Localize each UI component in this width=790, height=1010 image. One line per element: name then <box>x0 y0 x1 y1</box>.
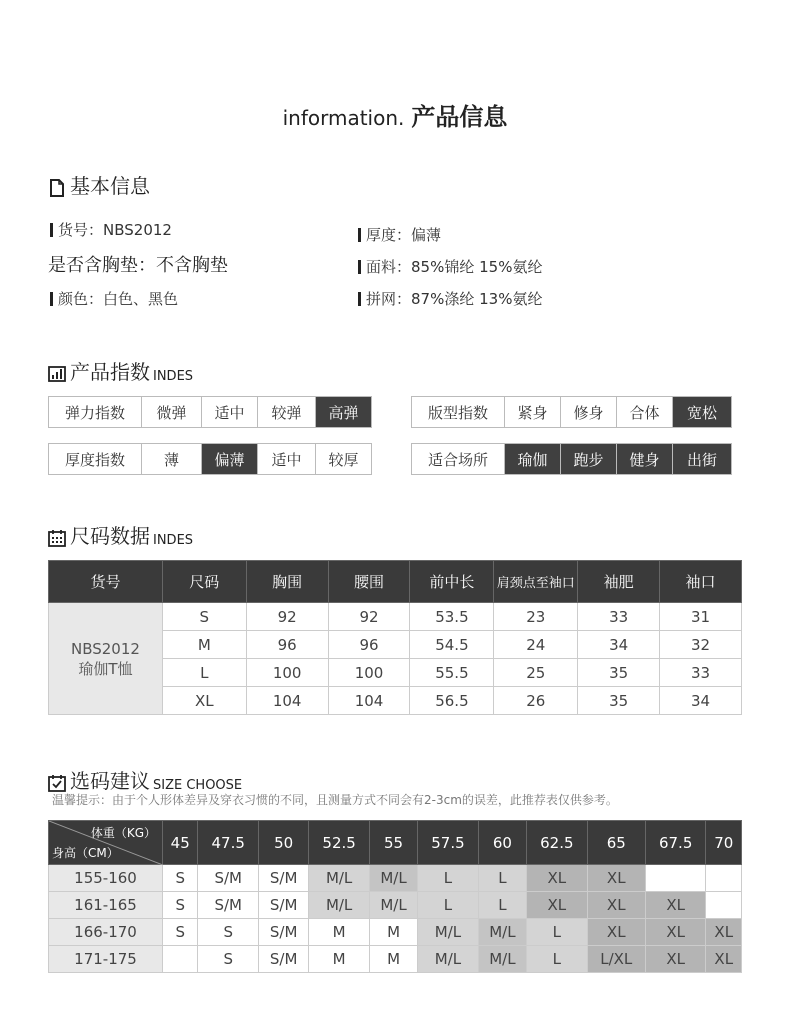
height-cell: 155-160 <box>49 865 163 892</box>
size-cell: S/M <box>259 892 309 919</box>
table-cell: 104 <box>328 687 410 715</box>
size-cell: XL <box>706 946 742 973</box>
column-header: 胸围 <box>246 561 328 603</box>
calendar-grid-icon <box>48 529 66 547</box>
index-option-selected: 高弹 <box>315 397 371 427</box>
size-cell: M/L <box>478 919 526 946</box>
page-title <box>0 97 790 132</box>
table-cell: 31 <box>660 603 742 631</box>
index-option: 薄 <box>141 444 201 474</box>
basic-info-heading <box>48 170 150 199</box>
index-option: 适中 <box>201 397 257 427</box>
size-cell: L <box>478 892 526 919</box>
size-cell: M/L <box>418 946 479 973</box>
size-cell: S <box>163 892 198 919</box>
weight-header: 57.5 <box>418 821 479 865</box>
info-fabric <box>358 256 542 277</box>
size-cell: M/L <box>309 865 370 892</box>
height-label: 身高（CM） <box>52 846 119 860</box>
height-cell: 166-170 <box>49 919 163 946</box>
product-cell <box>49 603 163 715</box>
chart-icon <box>48 365 66 383</box>
mesh-text: 拼网：87%涤纶 13%氨纶 <box>366 290 543 308</box>
table-cell: 26 <box>494 687 578 715</box>
size-cell: S <box>163 865 198 892</box>
column-header: 袖口 <box>660 561 742 603</box>
indices-heading <box>48 356 193 385</box>
index-option: 较厚 <box>315 444 371 474</box>
size-cell: M <box>309 919 370 946</box>
thickness-text: 厚度：偏薄 <box>366 226 442 244</box>
table-cell: 33 <box>660 659 742 687</box>
product-code: NBS2012 <box>70 639 140 658</box>
size-cell: M <box>309 946 370 973</box>
table-cell: 104 <box>246 687 328 715</box>
info-thickness <box>358 224 441 245</box>
weight-header: 60 <box>478 821 526 865</box>
size-cell: XL <box>527 865 588 892</box>
index-option-selected: 出街 <box>672 444 731 474</box>
index-row-fit <box>411 396 732 428</box>
column-header: 货号 <box>49 561 163 603</box>
column-header: 腰围 <box>328 561 410 603</box>
size-cell: M <box>369 919 417 946</box>
recommend-header <box>49 821 742 865</box>
table-cell: 25 <box>494 659 578 687</box>
index-option-selected: 宽松 <box>672 397 731 427</box>
table-cell: 96 <box>328 631 410 659</box>
size-cell: XL <box>645 919 706 946</box>
index-option-selected: 跑步 <box>560 444 616 474</box>
size-cell <box>706 865 742 892</box>
table-cell: 54.5 <box>410 631 494 659</box>
weight-header: 67.5 <box>645 821 706 865</box>
column-header: 尺码 <box>162 561 246 603</box>
size-cell: L <box>527 946 588 973</box>
pad-text: 是否含胸垫：不含胸垫 <box>48 255 228 276</box>
size-data-sub: INDES <box>153 533 194 548</box>
table-cell: 35 <box>578 659 660 687</box>
table-cell: 32 <box>660 631 742 659</box>
size-cell: XL <box>645 946 706 973</box>
table-cell: 23 <box>494 603 578 631</box>
size-cell: S/M <box>259 946 309 973</box>
weight-label: 体重（KG） <box>90 826 156 840</box>
table-cell: 92 <box>328 603 410 631</box>
weight-header: 45 <box>163 821 198 865</box>
index-label: 弹力指数 <box>64 403 125 422</box>
column-header: 前中长 <box>410 561 494 603</box>
recommend-heading <box>48 765 242 794</box>
table-cell: 100 <box>246 659 328 687</box>
size-cell: XL <box>527 892 588 919</box>
table-cell: 55.5 <box>410 659 494 687</box>
table-cell: 96 <box>246 631 328 659</box>
size-cell: L <box>478 865 526 892</box>
title-cn: 产品信息 <box>411 103 508 131</box>
height-cell: 161-165 <box>49 892 163 919</box>
table-cell: S <box>162 603 246 631</box>
size-cell <box>706 892 742 919</box>
size-cell: M/L <box>478 946 526 973</box>
table-row <box>49 603 742 631</box>
size-cell: XL <box>587 919 645 946</box>
size-cell <box>645 865 706 892</box>
index-option-selected: 健身 <box>616 444 672 474</box>
weight-header: 65 <box>587 821 645 865</box>
index-label: 版型指数 <box>427 403 488 422</box>
bullet-bar <box>50 223 53 237</box>
weight-header: 62.5 <box>527 821 588 865</box>
table-cell: 100 <box>328 659 410 687</box>
size-cell: S/M <box>198 865 259 892</box>
info-pad <box>48 251 228 277</box>
size-cell: L <box>527 919 588 946</box>
document-icon <box>48 179 66 197</box>
table-cell: M <box>162 631 246 659</box>
size-cell: L <box>418 892 479 919</box>
table-cell: 53.5 <box>410 603 494 631</box>
index-row-thickness <box>48 443 372 475</box>
table-cell: 92 <box>246 603 328 631</box>
weight-header: 70 <box>706 821 742 865</box>
size-cell <box>163 946 198 973</box>
weight-header: 47.5 <box>198 821 259 865</box>
table-cell: 33 <box>578 603 660 631</box>
recommend-row <box>49 865 742 892</box>
index-option: 合体 <box>616 397 672 427</box>
index-option: 适中 <box>257 444 315 474</box>
size-recommend-table <box>48 820 742 973</box>
recommend-title: 选码建议 <box>70 769 150 793</box>
size-cell: XL <box>645 892 706 919</box>
size-cell: M/L <box>369 865 417 892</box>
info-mesh <box>358 288 542 309</box>
size-cell: S/M <box>198 892 259 919</box>
index-option: 微弹 <box>141 397 201 427</box>
size-table-header <box>49 561 742 603</box>
recommend-sub: SIZE CHOOSE <box>153 778 243 793</box>
table-cell: 34 <box>660 687 742 715</box>
size-cell: L <box>418 865 479 892</box>
corner-header <box>49 821 163 865</box>
table-cell: XL <box>162 687 246 715</box>
index-row-elasticity <box>48 396 372 428</box>
index-option: 紧身 <box>504 397 560 427</box>
column-header: 肩颈点至袖口 <box>494 561 578 603</box>
size-cell: M <box>369 946 417 973</box>
size-cell: S <box>198 946 259 973</box>
info-item-no <box>50 219 172 240</box>
size-cell: L/XL <box>587 946 645 973</box>
size-cell: S <box>163 919 198 946</box>
checkbox-icon <box>48 774 66 792</box>
weight-header: 52.5 <box>309 821 370 865</box>
basic-info-title: 基本信息 <box>70 174 150 198</box>
recommend-note: 温馨提示：由于个人形体差异及穿衣习惯的不同，且测量方式不同会有2-3cm的误差，此推荐表仅供参考。 <box>52 793 618 807</box>
index-option: 较弹 <box>257 397 315 427</box>
title-en: information. <box>282 106 405 130</box>
fabric-text: 面料：85%锦纶 15%氨纶 <box>366 258 543 276</box>
index-option-selected: 偏薄 <box>201 444 257 474</box>
indices-title: 产品指数 <box>70 360 150 384</box>
size-cell: M/L <box>309 892 370 919</box>
product-name: 瑜伽T恤 <box>78 659 133 678</box>
size-cell: S/M <box>259 865 309 892</box>
bullet-bar <box>50 292 53 306</box>
table-cell: 24 <box>494 631 578 659</box>
size-cell: M/L <box>418 919 479 946</box>
column-header: 袖肥 <box>578 561 660 603</box>
weight-header: 50 <box>259 821 309 865</box>
recommend-body <box>49 865 742 973</box>
info-color <box>50 288 178 309</box>
weight-header: 55 <box>369 821 417 865</box>
size-cell: S/M <box>259 919 309 946</box>
color-text: 颜色：白色、黑色 <box>58 290 179 308</box>
bullet-bar <box>358 228 361 242</box>
indices-sub: INDES <box>153 369 194 384</box>
size-data-heading <box>48 520 193 549</box>
table-cell: 34 <box>578 631 660 659</box>
index-label: 适合场所 <box>427 450 488 469</box>
recommend-row <box>49 892 742 919</box>
recommend-row <box>49 919 742 946</box>
index-option-selected: 瑜伽 <box>504 444 560 474</box>
size-data-title: 尺码数据 <box>70 524 150 548</box>
size-cell: XL <box>587 892 645 919</box>
size-cell: S <box>198 919 259 946</box>
bullet-bar <box>358 292 361 306</box>
bullet-bar <box>358 260 361 274</box>
height-cell: 171-175 <box>49 946 163 973</box>
index-label: 厚度指数 <box>64 450 125 469</box>
size-table <box>48 560 742 715</box>
size-cell: XL <box>706 919 742 946</box>
table-cell: 56.5 <box>410 687 494 715</box>
item-no-text: 货号：NBS2012 <box>58 221 172 239</box>
table-cell: 35 <box>578 687 660 715</box>
table-cell: L <box>162 659 246 687</box>
index-row-occasion <box>411 443 732 475</box>
index-option: 修身 <box>560 397 616 427</box>
size-cell: XL <box>587 865 645 892</box>
size-cell: M/L <box>369 892 417 919</box>
recommend-row <box>49 946 742 973</box>
